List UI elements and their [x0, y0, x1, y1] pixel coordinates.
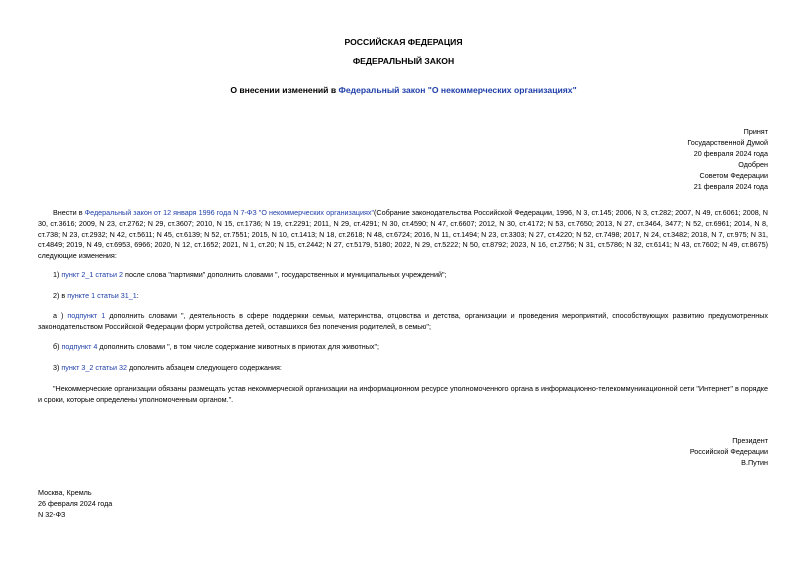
place-line: Москва, Кремль — [38, 488, 92, 497]
intro-law-link[interactable]: Федеральный закон от 12 января 1996 года N 7-ФЗ "О некоммерческих организациях" — [84, 208, 375, 217]
signature-block — [690, 435, 768, 468]
item-2b-link[interactable]: подпункт 4 — [61, 342, 98, 351]
adoption-line: Государственной Думой — [687, 138, 768, 147]
intro-rest: (Собрание законодательства Российской Федерации, 1996, N 3, ст.145; 2006, N 3, ст.282; 2007, N 49, ст.6061; 2008, N 30, ст.3616; 2009, N 23, ст.2762; N 29, ст.3607; 2010, N 15, ст.1736; N 19, ст.2291; 2011, N 29, ст.4291; N 30, ст.4590; N 47, ст.6607; 2012, N 30, ст.4172; N 53, ст.7650; 2013, N 27, ст.3464, 3477; N 52, ст.6961; 2014, N 8, ст.738; N 23, ст.2932; N 42, ст.5611; N 45, ст.6139; N 52, ст.7551; 2015, N 10, ст.1413; N 18, ст.2618; N 48, ст.6724; 2016, N 11, ст.1494; N 23, ст.3303; N 27, ст.4220; N 52, ст.7498; 2017, N 24, ст.3482; 2018, N 7, ст.975; N 31, ст.4849; 2019, N 49, ст.6953, 6966; 2020, N 12, ст.1652; 2021, N 1, ст.20; N 15, ст.2442; N 27, ст.5179, 5180; 2022, N 29, ст.5222; N 50, ст.8792; 2023, N 16, ст.2756; N 31, ст.5786; N 32, ст.6141; N 43, ст.7602; N 49, ст.8675) следующие изменения: — [38, 208, 768, 261]
item-2a-prefix: а ) — [53, 311, 68, 320]
item-2b — [38, 342, 768, 353]
item-3 — [38, 363, 768, 374]
law-title — [0, 85, 807, 95]
law-title-link[interactable]: Федеральный закон "О некоммерческих организациях" — [338, 85, 577, 95]
law-number-line: N 32-ФЗ — [38, 510, 66, 519]
adoption-block — [687, 126, 768, 192]
intro-prefix: Внести в — [53, 208, 85, 217]
adoption-line: Советом Федерации — [699, 171, 768, 180]
country-heading: РОССИЙСКАЯ ФЕДЕРАЦИЯ — [344, 37, 463, 47]
item-3-link-point[interactable]: пункт 3_2 — [61, 363, 94, 372]
item-3-link-article[interactable]: статьи 32 — [95, 363, 128, 372]
adoption-line: 20 февраля 2024 года — [693, 149, 768, 158]
item-2a-link[interactable]: подпункт 1 — [67, 311, 106, 320]
item-1 — [38, 270, 768, 281]
doc-type-heading: ФЕДЕРАЛЬНЫЙ ЗАКОН — [352, 56, 455, 66]
signature-line: В.Путин — [741, 458, 768, 467]
item-3-rest: дополнить абзацем следующего содержания: — [127, 363, 282, 372]
place-date-block — [38, 487, 112, 520]
signature-line: Российской Федерации — [689, 447, 768, 456]
item-2b-rest: дополнить словами ", в том числе содержание животных в приютах для животных"; — [97, 342, 380, 351]
item-1-rest: после слова "партиями" дополнить словами ", государственных и муниципальных учреждений"; — [123, 270, 447, 279]
intro-paragraph — [38, 208, 768, 262]
item-2-rest: : — [136, 291, 139, 300]
item-2a-rest: дополнить словами ", деятельность в сфере поддержки семьи, материнства, отцовства и детства, организации и проведения мероприятий, способствующих развитию предусмотренных законодательством Российской Федерации форм устройства детей, оставшихся без попечения родителей, в семью"; — [38, 311, 768, 331]
signature-line: Президент — [732, 436, 768, 445]
adoption-line: Одобрен — [738, 160, 768, 169]
adoption-line: Принят — [743, 127, 768, 136]
item-1-link-point[interactable]: пункт 2_1 — [61, 270, 94, 279]
law-title-prefix: О внесении изменений в — [230, 85, 339, 95]
quoted-paragraph: "Некоммерческие организации обязаны размещать устав некоммерческой организации на информационном ресурсе уполномоченного органа в информационно-телекоммуникационной сети "Интернет" в порядке и сроки, которые определены уполномоченным органом.". — [38, 384, 768, 404]
item-2-link[interactable]: пункте 1 статьи 31_1 — [67, 291, 137, 300]
item-2 — [38, 291, 768, 302]
adoption-line: 21 февраля 2024 года — [693, 182, 768, 191]
item-2b-prefix: б) — [53, 342, 62, 351]
item-1-num: 1) — [53, 270, 62, 279]
item-2a — [38, 311, 768, 333]
item-2-num: 2) в — [53, 291, 68, 300]
item-1-link-article[interactable]: статьи 2 — [95, 270, 124, 279]
date-line: 26 февраля 2024 года — [38, 499, 113, 508]
item-3-num: 3) — [53, 363, 62, 372]
